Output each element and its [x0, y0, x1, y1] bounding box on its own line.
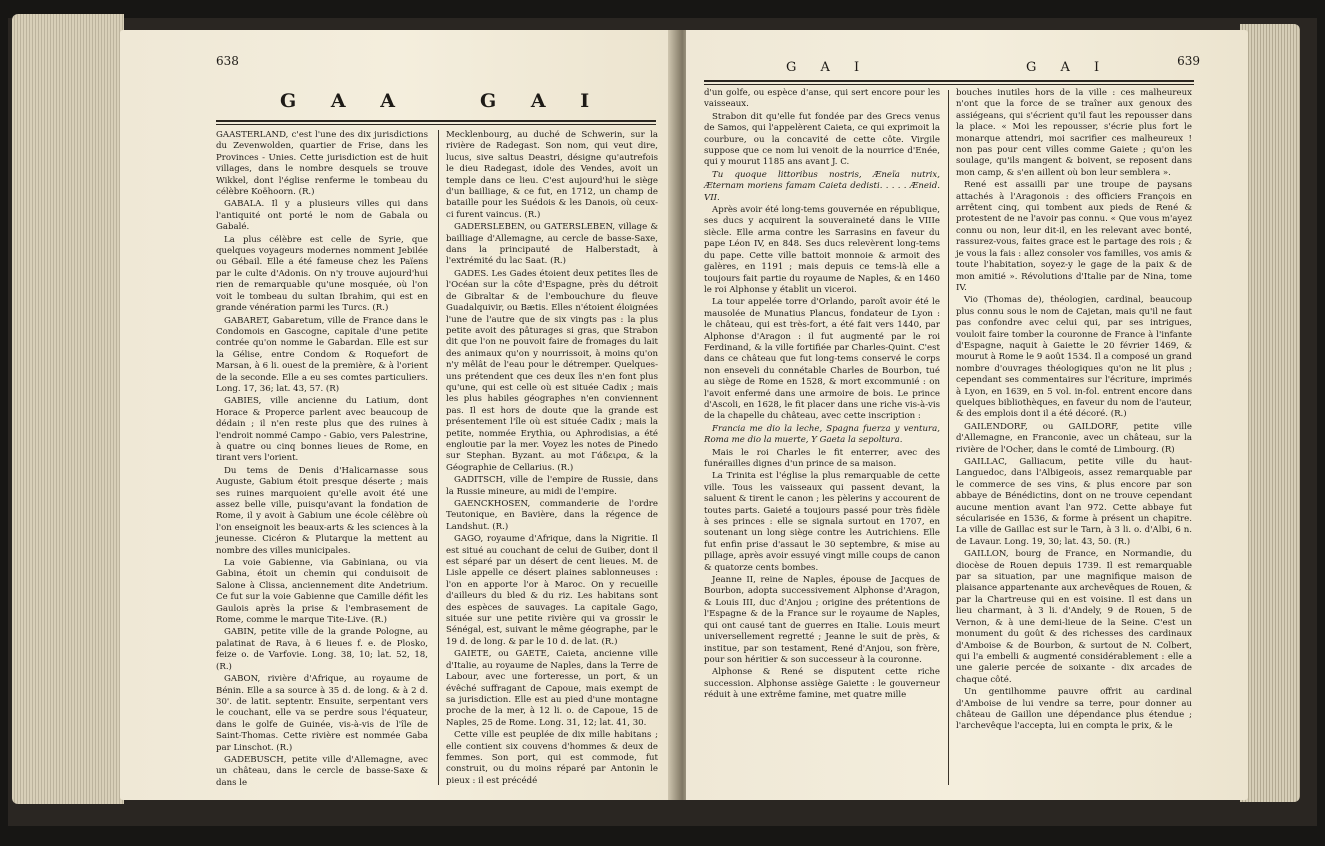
- entry-paragraph: d'un golfe, ou espèce d'anse, qui sert encore pour les vaisseaux.: [704, 88, 940, 110]
- left-page-edges: [12, 14, 124, 804]
- entry-paragraph: Un gentilhomme pauvre offrit au cardinal d'Amboise de lui vendre sa terre, pour donner au château de Gaillon une dépendance plus étendue ; l'archevêque l'accepta, lui en compta le prix, & le: [956, 687, 1192, 732]
- left-page-column-1: [216, 130, 428, 790]
- right-page-column-2: [956, 88, 1192, 734]
- entry-paragraph: La voie Gabienne, via Gabiniana, ou via Gabina, étoit un chemin qui conduisoit de Salone à Clissa, anciennement dite Andetrium. Ce fut sur la voie Gabienne que Camille défit les Gaulois après la prise & l'embrasement de Rome, comme le marque Tite-Live. (R.): [216, 558, 428, 626]
- column-divider: [948, 90, 949, 785]
- entry-paragraph: GAGO, royaume d'Afrique, dans la Nigritie. Il est situé au couchant de celui de Guiber, dont il est séparé par un désert de cent lieues. M. de Lisle appelle ce désert plaines sablonneuses : l'on en apporte l'or à Maroc. On y recueille d'ailleurs du bled & du riz. Les habitans sont des espèces de sauvages. La capitale Gago, située sur une petite rivière qui va grossir le Sénégal, est, suivant le même géographe, par le 19 d. de long. & par le 10 d. de lat. (R.): [446, 534, 658, 647]
- running-head-gai-right: G A I: [1026, 60, 1110, 75]
- entry-paragraph: bouches inutiles hors de la ville : ces malheureux n'ont que la force de se traîner aux genoux des assiégeans, qui s'écrient qu'il faut les repousser dans la place. « Moi les repousser, s'écrie plus fort le monarque attendri, moi sacrifier ces malheureux ! non pas pour cent villes comme Gaiete ; qu'on les soulage, qu'ils mangent & boivent, se reposent dans mon camp, & s'en aillent où bon leur semblera ».: [956, 88, 1192, 178]
- entry-paragraph: Mecklenbourg, au duché de Schwerin, sur la rivière de Radegast. Son nom, qui veut dire, lucus, sive saltus Deastri, désigne qu'autrefois le dieu Radegast, idole des Vendes, avoit un temple dans ce lieu. C'est aujourd'hui le siège d'un bailliage, & ce fut, en 1712, un champ de bataille pour les Suédois & les Danois, où ceux-ci furent vaincus. (R.): [446, 130, 658, 220]
- left-page: [120, 30, 678, 800]
- entry-paragraph: GAILLON, bourg de France, en Normandie, du diocèse de Rouen depuis 1739. Il est remarquable par sa situation, par une magnifique maison de plaisance appartenante aux archevêques de Rouen, & par la Chartreuse qui en est voisine. Il est dans un lieu charmant, à 3 li. d'Andely, 9 de Rouen, 5 de Vernon, & à une demi-lieue de la Seine. C'est un monument du goût & des richesses des cardinaux d'Amboise & de Bourbon, & surtout de N. Colbert, qui l'a embelli & augmenté considérablement : elle a une galerie percée de soixante - dix arcades de chaque côté.: [956, 549, 1192, 685]
- entry-paragraph: GADERSLEBEN, ou GATERSLEBEN, village & bailliage d'Allemagne, au cercle de basse-Saxe, dans la principauté de Halberstadt, à l'extrémité du lac Saat. (R.): [446, 222, 658, 267]
- entry-paragraph: GADEBUSCH, petite ville d'Allemagne, avec un château, dans le cercle de basse-Saxe & dans le: [216, 754, 428, 788]
- entry-paragraph: Alphonse & René se disputent cette riche succession. Alphonse assiège Gaiette : le gouverneur réduit à une extrême famine, met quatre mille: [704, 667, 940, 701]
- entry-paragraph: GAILLAC, Galliacum, petite ville du haut-Languedoc, dans l'Albigeois, assez remarquable par le commerce de ses vins, & plus encore par son abbaye de Bénédictins, dont on ne trouve cependant aucune mention avant l'an 972. Cette abbaye fut sécularisée en 1536, & forme à présent un chapitre. La ville de Gaillac est sur le Tarn, à 3 li. o. d'Albi, 6 n. de Lavaur. Long. 19, 30; lat. 43, 50. (R.): [956, 457, 1192, 547]
- entry-paragraph: Mais le roi Charles le fit enterrer, avec des funérailles dignes d'un prince de sa maison.: [704, 447, 940, 469]
- entry-paragraph: La Trinita est l'église la plus remarquable de cette ville. Tous les vaisseaux qui passent devant, la saluent & tirent le canon ; les pèlerins y accourent de toutes parts. Gaieté a toujours passé pour très fidèle à ses princes : elle se signala surtout en 1707, en soutenant un long siège contre les Autrichiens. Elle fut enfin prise d'assaut le 30 septembre, & mise au pillage, après avoir essuyé vingt mille coups de canon & quatorze cents bombes.: [704, 471, 940, 573]
- entry-paragraph: GADITSCH, ville de l'empire de Russie, dans la Russie mineure, au midi de l'empire.: [446, 475, 658, 497]
- running-head-gai-left: G A I: [786, 60, 870, 75]
- page-number-left: 638: [216, 54, 239, 68]
- entry-paragraph: René est assailli par une troupe de paysans attachés à l'Aragonois : des officiers François en arrêtent cinq, qui tombent aux pieds de René & protestent de ne l'avoir pas connu. « Que vous m'ayez connu ou non, leur dit-il, en les relevant avec bonté, rassurez-vous, faites grace est le partage des rois ; & je vous la fais : allez consoler vos familles, vos amis & toute l'habitation, soyez-y le gage de la paix & de mon amitié ». Révolutions d'Italie par de Nina, tome IV.: [956, 180, 1192, 293]
- right-page: [686, 30, 1248, 800]
- entry-paragraph: GAENCKHOSEN, commanderie de l'ordre Teutonique, en Bavière, dans la régence de Landshut. (R.): [446, 499, 658, 532]
- header-rule: [704, 80, 1194, 85]
- entry-paragraph: La plus célèbre est celle de Syrie, que quelques voyageurs modernes nomment Jebilée ou Gébail. Elle a été fameuse chez les Païens par le culte d'Adonis. On n'y trouve aujourd'hui rien de remarquable qu'une mosquée, où l'on voit le tombeau du sultan Ibrahim, qui est en grande vénération parmi les Turcs. (R.): [216, 234, 428, 314]
- left-page-column-2: [446, 130, 658, 788]
- entry-paragraph: La tour appelée torre d'Orlando, paroît avoir été le mausolée de Munatius Plancus, fondateur de Lyon : le château, qui est très-fort, a été fait vers 1440, par Alphonse d'Aragon : il fut augmenté par le roi Ferdinand, & la ville fortifiée par Charles-Quint. C'est dans ce château que fut long-tems conservé le corps non enseveli du connétable Charles de Bourbon, tué au siège de Rome en 1528, & mort excommunié : on l'avoit enfermé dans une armoire de bois. Le prince d'Ascoli, en 1628, le fit placer dans une riche vis-à-vis de la chapelle du château, avec cette inscription :: [704, 297, 940, 422]
- right-page-edges: [1240, 24, 1300, 802]
- entry-paragraph: Vio (Thomas de), théologien, cardinal, beaucoup plus connu sous le nom de Cajetan, mais qu'il ne faut pas confondre avec celui qui, par ses intrigues, vouloit faire tomber la couronne de France à l'infante d'Espagne, naquit à Gaiette le 20 février 1469, & mourut à Rome le 9 août 1534. Il a composé un grand nombre d'ouvrages théologiques qu'on ne lit plus ; cependant ses commentaires sur l'écriture, imprimés à Lyon, en 1639, en 5 vol. in-fol. entrent encore dans quelques bibliothèques, en faveur du nom de l'auteur, & des emplois dont il a été décoré. (R.): [956, 295, 1192, 420]
- entry-paragraph: GABON, rivière d'Afrique, au royaume de Bénin. Elle a sa source à 35 d. de long. & à 2 d. 30'. de latit. septentr. Ensuite, serpentant vers le couchant, elle va se perdre sous l'équateur, dans le golfe de Guinée, vis-à-vis de l'île de Saint-Thomas. Cette rivière est nommée Gaba par Linschot. (R.): [216, 674, 428, 753]
- entry-paragraph: Après avoir été long-tems gouvernée en république, ses ducs y acquirent la souveraineté dans le VIIIe siècle. Elle arma contre les Sarrasins en faveur du pape Léon IV, en 848. Ses ducs relevèrent long-tems du pape. Cette ville battoit monnoie & armoit des galères, en 1191 ; mais depuis ce tems-là elle a toujours fait partie du royaume de Naples, & en 1460 le roi Alphonse y établit un viceroi.: [704, 205, 940, 295]
- entry-paragraph: GABIN, petite ville de la grande Pologne, au palatinat de Rava, à 6 lieues f. e. de Plosko, feize o. de Varfovie. Long. 38, 10; lat. 52, 18, (R.): [216, 627, 428, 672]
- inscription-verse: Francia me dio la leche, Spagna fuerza y ventura, Roma me dio la muerte, Y Gaeta la sepoltura.: [704, 423, 940, 446]
- entry-paragraph: GADES. Les Gades étoient deux petites îles de l'Océan sur la côte d'Espagne, près du détroit de Gibraltar & de l'embouchure du fleuve Guadalquivir, ou Bætis. Elles n'étoient éloignées l'une de l'autre que de six vingts pas : la plus petite avoit des pâturages si gras, que Strabon dit que l'on ne pouvoit faire de fromages du lait des animaux qu'on y nourrissoit, à moins qu'on n'y mêlât de l'eau pour le détremper. Quelques-uns prétendent que ces deux îles n'en font plus qu'une, qui est celle où est située Cadix ; mais les plus habiles géographes n'en conviennent pas. Il est hors de doute que la grande est présentement l'île où est située Cadix ; mais la petite, nommée Erythia, ou Aphrodisias, a été engloutie par la mer. Voyez les notes de Pinedo sur Stephan. Byzant. au mot Γάδειρα, & la Géographie de Cellarius. (R.): [446, 268, 658, 473]
- running-head-gai: G A I: [480, 90, 604, 112]
- entry-paragraph: GAIETE, ou GAETE, Caieta, ancienne ville d'Italie, au royaume de Naples, dans la Terre de Labour, avec une forteresse, un port, & un évêché suffragant de Capoue, mais exempt de sa jurisdiction. Elle est au pied d'une montagne proche de la mer, à 12 li. o. de Capoue, 15 de Naples, 25 de Rome. Long. 31, 12; lat. 41, 30.: [446, 649, 658, 728]
- entry-paragraph: GAASTERLAND, c'est l'une des dix jurisdictions du Zevenwolden, quartier de Frise, dans les Provinces - Unies. Cette jurisdiction est de huit villages, dans le nombre desquels se trouve Wikkel, dont l'église renferme le tombeau du célèbre Koëhoorn. (R.): [216, 130, 428, 198]
- column-divider: [438, 130, 439, 785]
- entry-paragraph: Jeanne II, reine de Naples, épouse de Jacques de Bourbon, adopta successivement Alphonse d'Aragon, & Louis III, duc d'Anjou ; origine des prétentions de l'Espagne & de la France sur le royaume de Naples, qui ont causé tant de guerres en Italie. Louis meurt universellement regretté ; Jeanne le suit de près, & institue, par son testament, René d'Anjou, son frère, pour son héritier & son successeur à la couronne.: [704, 575, 940, 665]
- entry-paragraph: GABALA. Il y a plusieurs villes qui dans l'antiquité ont porté le nom de Gabala ou Gabalé.: [216, 199, 428, 233]
- header-rule: [216, 120, 656, 125]
- entry-paragraph: Du tems de Denis d'Halicarnasse sous Auguste, Gabium étoit presque déserte ; mais ses ruines marquoient qu'elle avoit été une assez belle ville, puisqu'avant la fondation de Rome, il y avoit à Gabium une école célèbre où l'on enseignoit les beaux-arts & les sciences à la jeunesse. Cicéron & Plutarque la mettent au nombre des villes municipales.: [216, 465, 428, 556]
- entry-paragraph: Cette ville est peuplée de dix mille habitans ; elle contient six couvens d'hommes & deux de femmes. Son port, qui est commode, fut construit, ou du moins réparé par Antonin le pieux : il est précédé: [446, 730, 658, 786]
- entry-paragraph: GABIES, ville ancienne du Latium, dont Horace & Properce parlent avec beaucoup de dédain ; il n'en reste plus que des ruines à l'endroit nommé Campo - Gabio, vers Palestrine, à quatre ou cinq bonnes lieues de Rome, en tirant vers l'orient.: [216, 396, 428, 464]
- running-head-gaa: G A A: [280, 90, 409, 112]
- right-page-column-1: [704, 88, 940, 703]
- page-number-right: 639: [1177, 54, 1200, 68]
- entry-paragraph: GAILENDORF, ou GAILDORF, petite ville d'Allemagne, en Franconie, avec un château, sur la rivière de l'Ocher, dans le comté de Limbourg. (R): [956, 421, 1192, 455]
- entry-paragraph: GABARET, Gabaretum, ville de France dans le Condomois en Gascogne, capitale d'une petite contrée qu'on nomme le Gabardan. Elle est sur la Gélise, entre Condom & Roquefort de Marsan, à 6 li. ouest de la première, & à l'orient de la seconde. Elle a eu ses comtes particuliers. Long. 17, 36; lat. 43, 57. (R): [216, 315, 428, 394]
- verse-quotation: Tu quoque littoribus nostris, Æneïa nutrix, Æternam moriens famam Caieta dedisti. . . . . Æneid. VII.: [704, 169, 940, 203]
- entry-paragraph: Strabon dit qu'elle fut fondée par des Grecs venus de Samos, qui l'appelèrent Caieta, ce qui exprimoit la courbure, ou la concavité de cette côte. Virgile suppose que ce nom lui venoit de la nourrice d'Enée, qui y mourut 1185 ans avant J. C.: [704, 111, 940, 168]
